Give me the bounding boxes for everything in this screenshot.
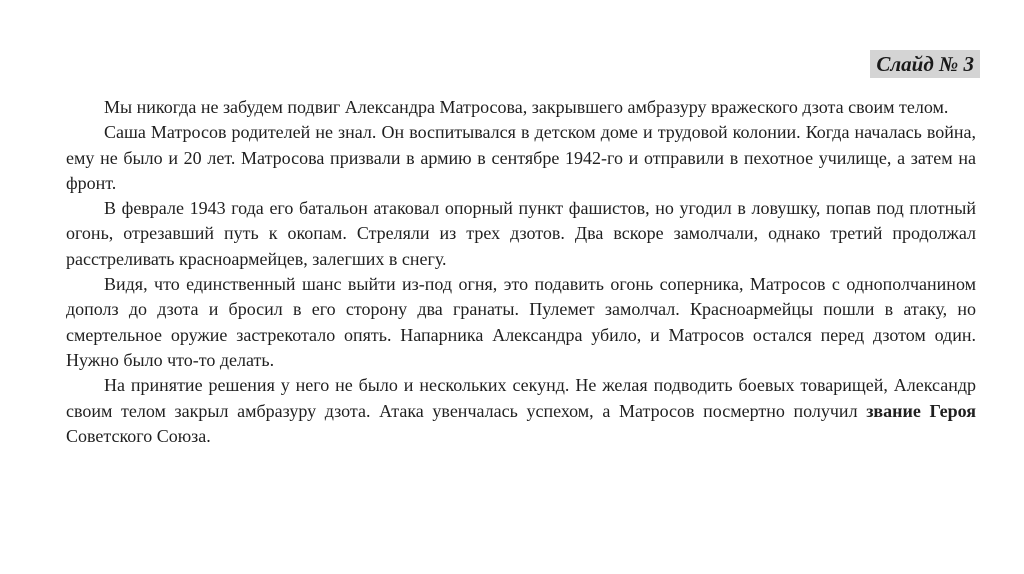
paragraph-3: В феврале 1943 года его батальон атаковал опорный пункт фашистов, но угодил в ловушку, попав под плотный огонь, отрезавший путь к окопам. Стреляли из трех дзотов. Два вскоре замолчали, однако третий продолжал расстреливать красноармейцев, залегших в снегу. (66, 198, 976, 269)
paragraph-5 (66, 373, 976, 449)
paragraph-4: Видя, что единственный шанс выйти из-под огня, это подавить огонь соперника, Матросов с однополчанином дополз до дзота и бросил в его сторону два гранаты. Пулемет замолчал. Красноармейцы пошли в атаку, но смертельное оружие застрекотало опять. Напарника Александра убило, и Матросов остался перед дзотом один. Нужно было что-то делать. (66, 274, 976, 370)
paragraph-1: Мы никогда не забудем подвиг Александра Матросова, закрывшего амбразуру вражеского дзота своим телом. (104, 97, 949, 117)
slide-number-label: Слайд № 3 (870, 50, 980, 78)
paragraph-5-text: На принятие решения у него не было и нескольких секунд. Не желая подводить боевых товарищей, Александр своим телом закрыл амбразуру дзота. Атака увенчалась успехом, а Матросов посмертно получил (66, 375, 976, 421)
paragraph-2: Саша Матросов родителей не знал. Он воспитывался в детском доме и трудовой колонии. Когда началась война, ему не было и 20 лет. Матросова призвали в армию в сентябре 1942-го и отправили в пехотное училище, а затем на фронт. (66, 122, 976, 193)
hero-title-emphasis: звание Героя (866, 400, 976, 421)
paragraph-5-ending: Советского Союза. (66, 425, 211, 446)
slide-body-text (66, 95, 976, 449)
